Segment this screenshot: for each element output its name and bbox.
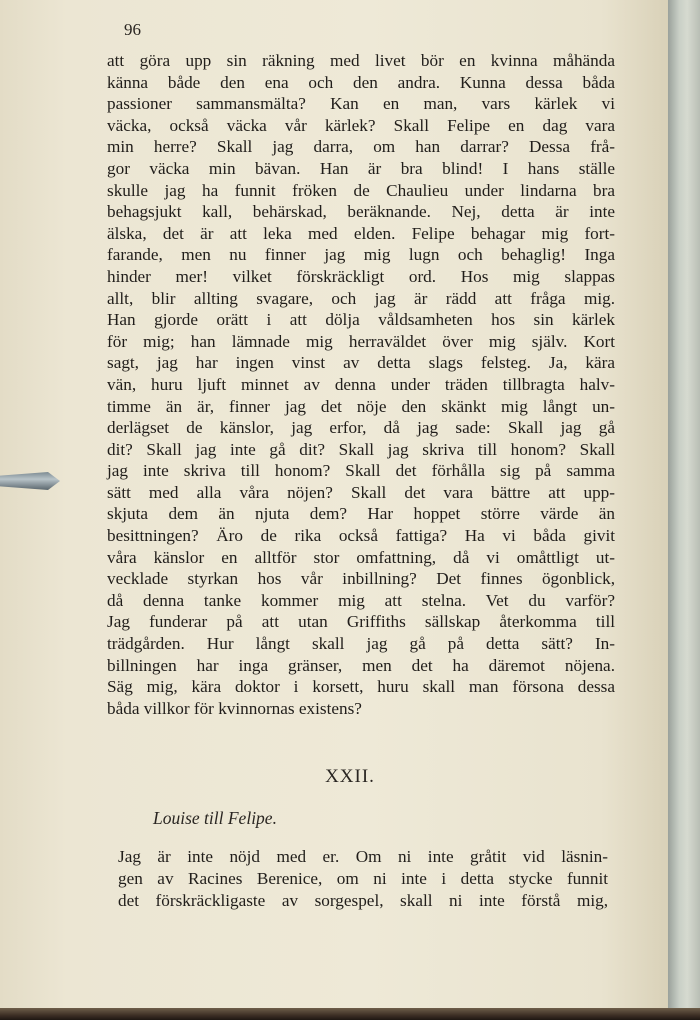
body-line: Han gjorde orätt i att dölja våldsamheten hos sin kärlek (107, 310, 615, 330)
body-line: min herre? Skall jag darra, om han darrar? Dessa frå- (107, 137, 615, 157)
chapter-number: XXII. (325, 766, 375, 787)
body-line: då denna tanke kommer mig att stelna. Vet du varför? (107, 590, 615, 610)
body-line: allt, blir allting svagare, och jag är rädd att fråga mig. (107, 288, 615, 308)
body-line: älska, det är att leka med elden. Felipe behagar mig fort- (107, 223, 615, 243)
body-line: att göra upp sin räkning med livet bör en kvinna måhända (107, 51, 615, 70)
body-line: trädgården. Hur långt skall jag gå på detta sätt? In- (107, 634, 615, 654)
body-line: våra känslor en alltför stor omfattning, då vi omåttligt ut- (107, 547, 615, 567)
body-line: gor väcka min bävan. Han är bra blind! I hans ställe (107, 158, 615, 178)
body-line: sagt, jag har ingen vinst av detta slags felsteg. Ja, kära (107, 353, 615, 373)
body-line: Jag funderar på att utan Griffiths sällskap återkomma till (107, 612, 615, 632)
letter-line: det förskräckligaste av sorgespel, skall ni inte förstå mig, (118, 891, 608, 910)
body-line: dit? Skall jag inte gå dit? Skall jag skriva till honom? Skall (107, 439, 615, 459)
letter-line: Jag är inte nöjd med er. Om ni inte gråtit vid läsnin- (118, 847, 608, 866)
body-line: farande, men nu finner jag mig lugn och behaglig! Inga (107, 245, 615, 265)
body-line: jag inte skriva till honom? Skall det förhålla sig på samma (107, 461, 615, 481)
body-line: timme än är, finner jag det nöje den skänkt mig långt un- (107, 396, 615, 416)
body-line: känna både den ena och den andra. Kunna dessa båda (107, 72, 615, 92)
body-line: derlägset de känslor, jag erfor, då jag sade: Skall jag gå (107, 418, 615, 438)
body-line: för mig; han lämnade mig herraväldet över mig själv. Kort (107, 331, 615, 351)
body-line: skjuta dem än njuta dem? Har hoppet större värde än (107, 504, 615, 524)
body-line: båda villkor för kvinnornas existens? (107, 698, 362, 718)
body-line: besittningen? Äro de rika också fattiga? Ha vi båda givit (107, 526, 615, 546)
book-bottom-edge (0, 1008, 700, 1020)
body-line: hinder mer! vilket förskräckligt ord. Hos mig slappas (107, 266, 615, 286)
letter-text (118, 846, 608, 912)
body-line: sätt med alla våra nöjen? Skall det vara bättre att upp- (107, 482, 615, 502)
body-line: vecklade styrkan hos vår inbillning? Det finnes ögonblick, (107, 569, 615, 589)
letter-line: gen av Racines Berenice, om ni inte i detta stycke funnit (118, 869, 608, 888)
body-line: Säg mig, kära doktor i korsett, huru skall man försona dessa (107, 677, 615, 697)
page-number: 96 (124, 20, 141, 39)
body-line: vän, huru ljuft minnet av denna under träden tillbragta halv- (107, 374, 615, 394)
body-line: passioner sammansmälta? Kan en man, vars kärlek vi (107, 94, 615, 114)
body-line: billningen har inga gränser, men det ha däremot nöjena. (107, 655, 615, 675)
body-line: behagsjukt kall, behärskad, beräknande. Nej, detta är inte (107, 202, 615, 222)
book-edge (668, 0, 700, 1020)
body-line: väcka, också väcka vår kärlek? Skall Felipe en dag vara (107, 115, 615, 135)
body-text (107, 50, 615, 719)
body-line: skulle jag ha funnit fröken de Chaulieu under lindarna bra (107, 180, 615, 200)
letter-heading: Louise till Felipe. (153, 808, 277, 828)
